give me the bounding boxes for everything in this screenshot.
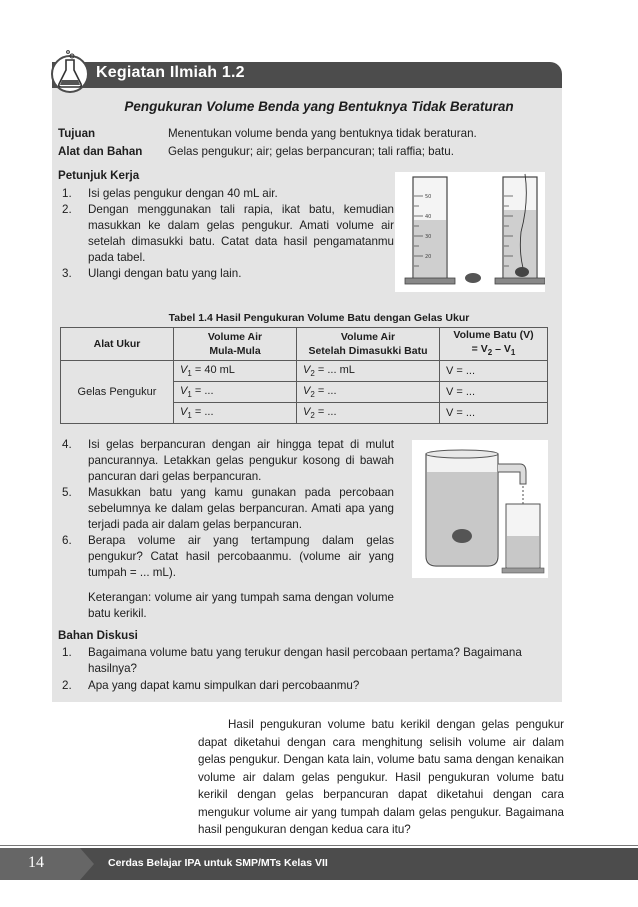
table-header-row: [61, 328, 548, 361]
tujuan-value: Menentukan volume benda yang bentuknya tidak beraturan.: [168, 127, 477, 140]
table-cell: $V_1$ = ...: [174, 403, 297, 424]
step-number: 2.: [62, 203, 72, 216]
step-text: Dengan menggunakan tali rapia, ikat batu, kemudian masukkan ke dalam gelas pengukur. Amati volume air setelah dimasukki batu. Catat data hasil pengamatanmu pada tabel.: [88, 203, 394, 264]
table-cell: V = ...: [440, 403, 548, 424]
step-number: 3.: [62, 267, 72, 280]
alat-value: Gelas pengukur; air; gelas berpancuran; tali raffia; batu.: [168, 145, 454, 158]
cylinder-tick-label: 50: [425, 194, 432, 200]
overflow-can-figure: [412, 440, 548, 578]
table-cell: $V_2$ = ...: [297, 403, 440, 424]
diskusi-number: 2.: [62, 679, 72, 692]
flask-icon: [50, 48, 90, 94]
page-number-tab: [0, 848, 94, 880]
step-text: Ulangi dengan batu yang lain.: [88, 267, 242, 280]
step-text: Masukkan batu yang kamu gunakan pada percobaan sebelumnya ke dalam gelas berpancuran. Amati apa yang terjadi pada air dalam gelas berpancuran.: [88, 486, 394, 531]
table-cell: V = ...: [440, 382, 548, 403]
step-number: 4.: [62, 438, 72, 451]
table-cell: $V_2$ = ... mL: [297, 361, 440, 382]
diskusi-text: Bagaimana volume batu yang terukur dengan hasil percobaan pertama? Bagaimana hasilnya?: [88, 646, 522, 675]
header-volume-akhir: Volume Air Setelah Dimasukki Batu: [297, 328, 440, 361]
book-title: Cerdas Belajar IPA untuk SMP/MTs Kelas VII: [108, 857, 328, 869]
table-cell: $V_2$ = ...: [297, 382, 440, 403]
step-number: 1.: [62, 187, 72, 200]
step-number: 6.: [62, 534, 72, 547]
results-table: [60, 327, 548, 424]
table-row: [61, 361, 548, 382]
activity-subtitle: Pengukuran Volume Benda yang Bentuknya Tidak Beraturan: [124, 99, 514, 114]
step-text: Berapa volume air yang tertampung dalam gelas pengukur? Catat hasil percobaanmu. (volume air yang tumpah = ... mL).: [88, 534, 394, 579]
cylinder-tick-label: 20: [425, 254, 432, 260]
petunjuk-heading: Petunjuk Kerja: [58, 169, 140, 182]
diskusi-text: Apa yang dapat kamu simpulkan dari percobaanmu?: [88, 679, 360, 692]
header-volume-awal: Volume Air Mula-Mula: [174, 328, 297, 361]
row-label: Gelas Pengukur: [61, 361, 174, 424]
page-number: 14: [28, 854, 44, 871]
table-cell: $V_1$ = ...: [174, 382, 297, 403]
diskusi-heading: Bahan Diskusi: [58, 629, 138, 642]
footer-divider: [0, 845, 638, 846]
step-text: Isi gelas pengukur dengan 40 mL air.: [88, 187, 278, 200]
table-cell: $V_1 = 40$ mL: [174, 361, 297, 382]
step-text: Isi gelas berpancuran dengan air hingga tepat di mulut pancurannya. Letakkan gelas pengukur kosong di bawah pancuran dari gelas berpancuran.: [88, 438, 394, 483]
keterangan-note: Keterangan: volume air yang tumpah sama dengan volume batu kerikil.: [88, 591, 394, 620]
step-number: 5.: [62, 486, 72, 499]
activity-title: Kegiatan Ilmiah 1.2: [96, 64, 245, 81]
alat-label: Alat dan Bahan: [58, 145, 143, 158]
header-volume-batu: Volume Batu (V) = $V_2 - V_1$: [440, 328, 548, 361]
table-cell: V = ...: [440, 361, 548, 382]
conclusion-paragraph: Hasil pengukuran volume batu kerikil dengan gelas pengukur dapat diketahui dengan cara menghitung selisih volume air dalam gelas pengukur. Dengan kata lain, volume batu sama dengan kenaikan volume air dalam gelas pengukur. Hasil pengukuran volume batu kerikil dengan gelas berpancuran dapat diketahui dengan cara mengukur volume air yang tumpah dalam gelas pengukur. Bagaimana hasil pengukuran dengan kedua cara itu?: [198, 718, 564, 836]
header-alat-ukur: Alat Ukur: [61, 328, 174, 361]
cylinder-tick-label: 30: [425, 234, 432, 240]
cylinder-tick-label: 40: [425, 214, 432, 220]
diskusi-number: 1.: [62, 646, 72, 659]
table-caption: Tabel 1.4 Hasil Pengukuran Volume Batu dengan Gelas Ukur: [168, 312, 470, 324]
tujuan-label: Tujuan: [58, 127, 96, 140]
measuring-cylinder-figure: [395, 172, 545, 292]
